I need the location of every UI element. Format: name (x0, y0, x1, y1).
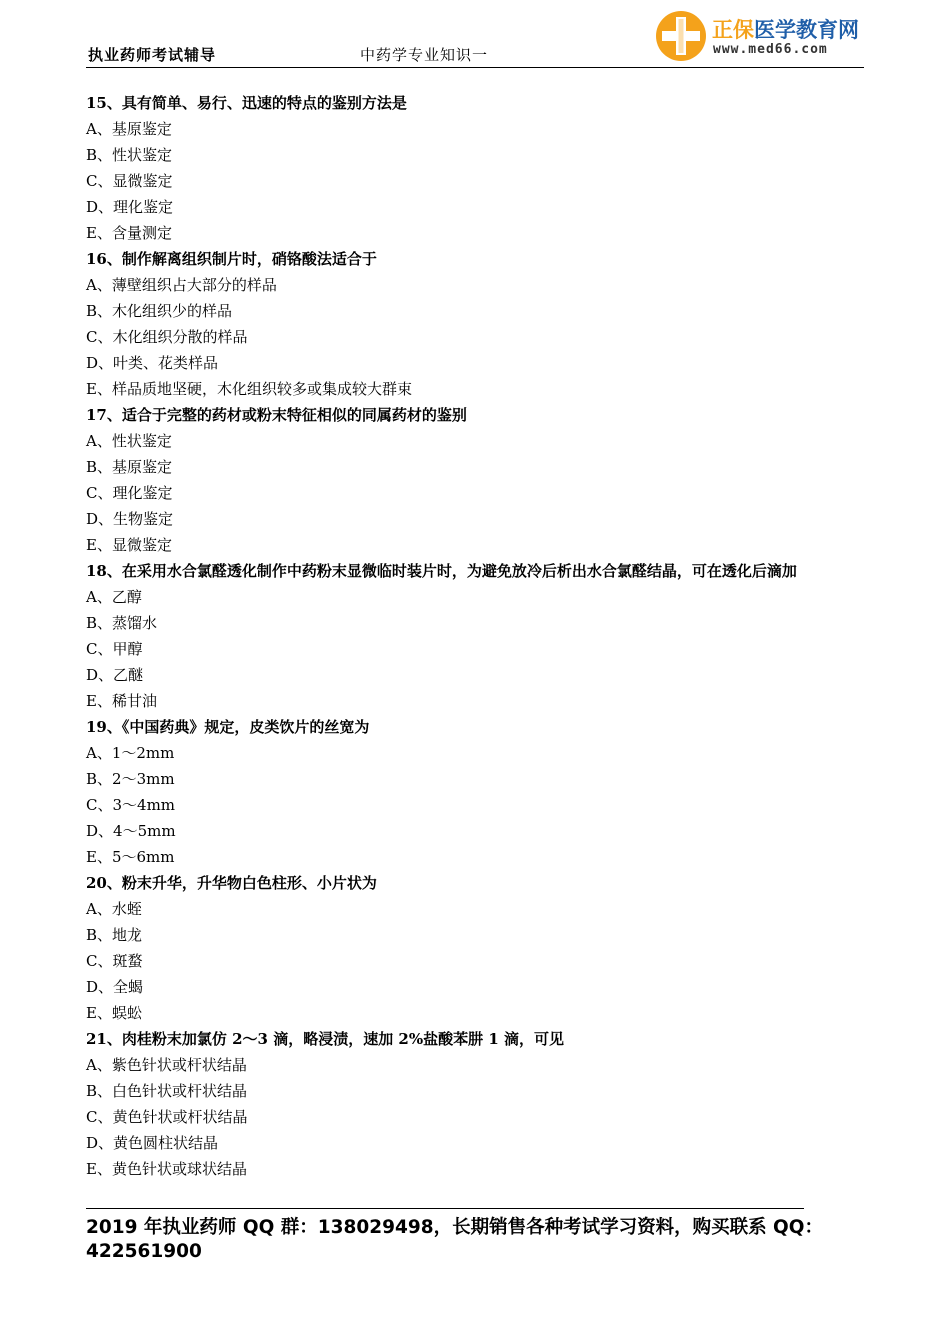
answer-option: C、斑蝥 (86, 952, 143, 970)
footer-divider (86, 1208, 804, 1209)
answer-option: E、5～6mm (86, 848, 175, 866)
question-list (86, 90, 876, 1182)
answer-option: E、显微鉴定 (86, 536, 172, 554)
answer-option: B、蒸馏水 (86, 614, 158, 632)
answer-option: C、木化组织分散的样品 (86, 328, 248, 346)
answer-option: B、性状鉴定 (86, 146, 173, 164)
answer-option: D、生物鉴定 (86, 510, 174, 528)
header-subject-title: 中药学专业知识一 (360, 46, 489, 64)
question-stem: 17、适合于完整的药材或粉末特征相似的同属药材的鉴别 (86, 406, 467, 424)
header-course-title: 执业药师考试辅导 (88, 46, 217, 64)
answer-option: C、显微鉴定 (86, 172, 173, 190)
brand-logo[interactable] (655, 6, 865, 64)
question-stem: 15、具有简单、易行、迅速的特点的鉴别方法是 (86, 94, 407, 112)
footer-promo-line2: 422561900 (86, 1241, 202, 1262)
brand-name-med: 医学教育网 (754, 18, 859, 42)
answer-option: B、2～3mm (86, 770, 175, 788)
answer-option: D、4～5mm (86, 822, 176, 840)
answer-option: D、黄色圆柱状结晶 (86, 1134, 219, 1152)
brand-name (712, 14, 859, 44)
answer-option: E、含量测定 (86, 224, 172, 242)
footer-promo (86, 1216, 876, 1264)
answer-option: E、蜈蚣 (86, 1004, 142, 1022)
answer-option: A、1～2mm (86, 744, 175, 762)
answer-option: D、叶类、花类样品 (86, 354, 219, 372)
brand-site-url[interactable]: www.med66.com (713, 42, 828, 57)
answer-option: C、甲醇 (86, 640, 143, 658)
answer-option: E、样品质地坚硬，木化组织较多或集成较大群束 (86, 380, 412, 398)
question-stem: 18、在采用水合氯醛透化制作中药粉末显微临时装片时，为避免放冷后析出水合氯醛结晶，可在透化后滴加 (86, 562, 797, 580)
question-stem: 16、制作解离组织制片时，硝铬酸法适合于 (86, 250, 377, 268)
answer-option: A、水蛭 (86, 900, 142, 918)
logo-cross-icon (655, 10, 707, 62)
brand-name-zhengbao: 正保 (712, 18, 754, 42)
header-divider (86, 67, 864, 68)
page-header (0, 0, 950, 70)
answer-option: A、薄壁组织占大部分的样品 (86, 276, 277, 294)
answer-option: C、黄色针状或杆状结晶 (86, 1108, 248, 1126)
answer-option: A、乙醇 (86, 588, 142, 606)
question-stem: 20、粉末升华，升华物白色柱形、小片状为 (86, 874, 377, 892)
answer-option: D、全蝎 (86, 978, 144, 996)
answer-option: A、性状鉴定 (86, 432, 172, 450)
answer-option: C、3～4mm (86, 796, 176, 814)
answer-option: B、白色针状或杆状结晶 (86, 1082, 248, 1100)
answer-option: E、黄色针状或球状结晶 (86, 1160, 247, 1178)
answer-option: D、理化鉴定 (86, 198, 174, 216)
answer-option: B、地龙 (86, 926, 143, 944)
answer-option: B、木化组织少的样品 (86, 302, 233, 320)
answer-option: E、稀甘油 (86, 692, 157, 710)
question-stem: 21、肉桂粉末加氯仿 2～3 滴，略浸渍，速加 2%盐酸苯肼 1 滴，可见 (86, 1030, 564, 1048)
answer-option: C、理化鉴定 (86, 484, 173, 502)
question-stem: 19、《中国药典》规定，皮类饮片的丝宽为 (86, 718, 370, 736)
answer-option: D、乙醚 (86, 666, 144, 684)
footer-promo-line1: 2019 年执业药师 QQ 群：138029498，长期销售各种考试学习资料，购买联系 QQ： (86, 1217, 824, 1238)
answer-option: A、紫色针状或杆状结晶 (86, 1056, 247, 1074)
answer-option: A、基原鉴定 (86, 120, 172, 138)
answer-option: B、基原鉴定 (86, 458, 173, 476)
